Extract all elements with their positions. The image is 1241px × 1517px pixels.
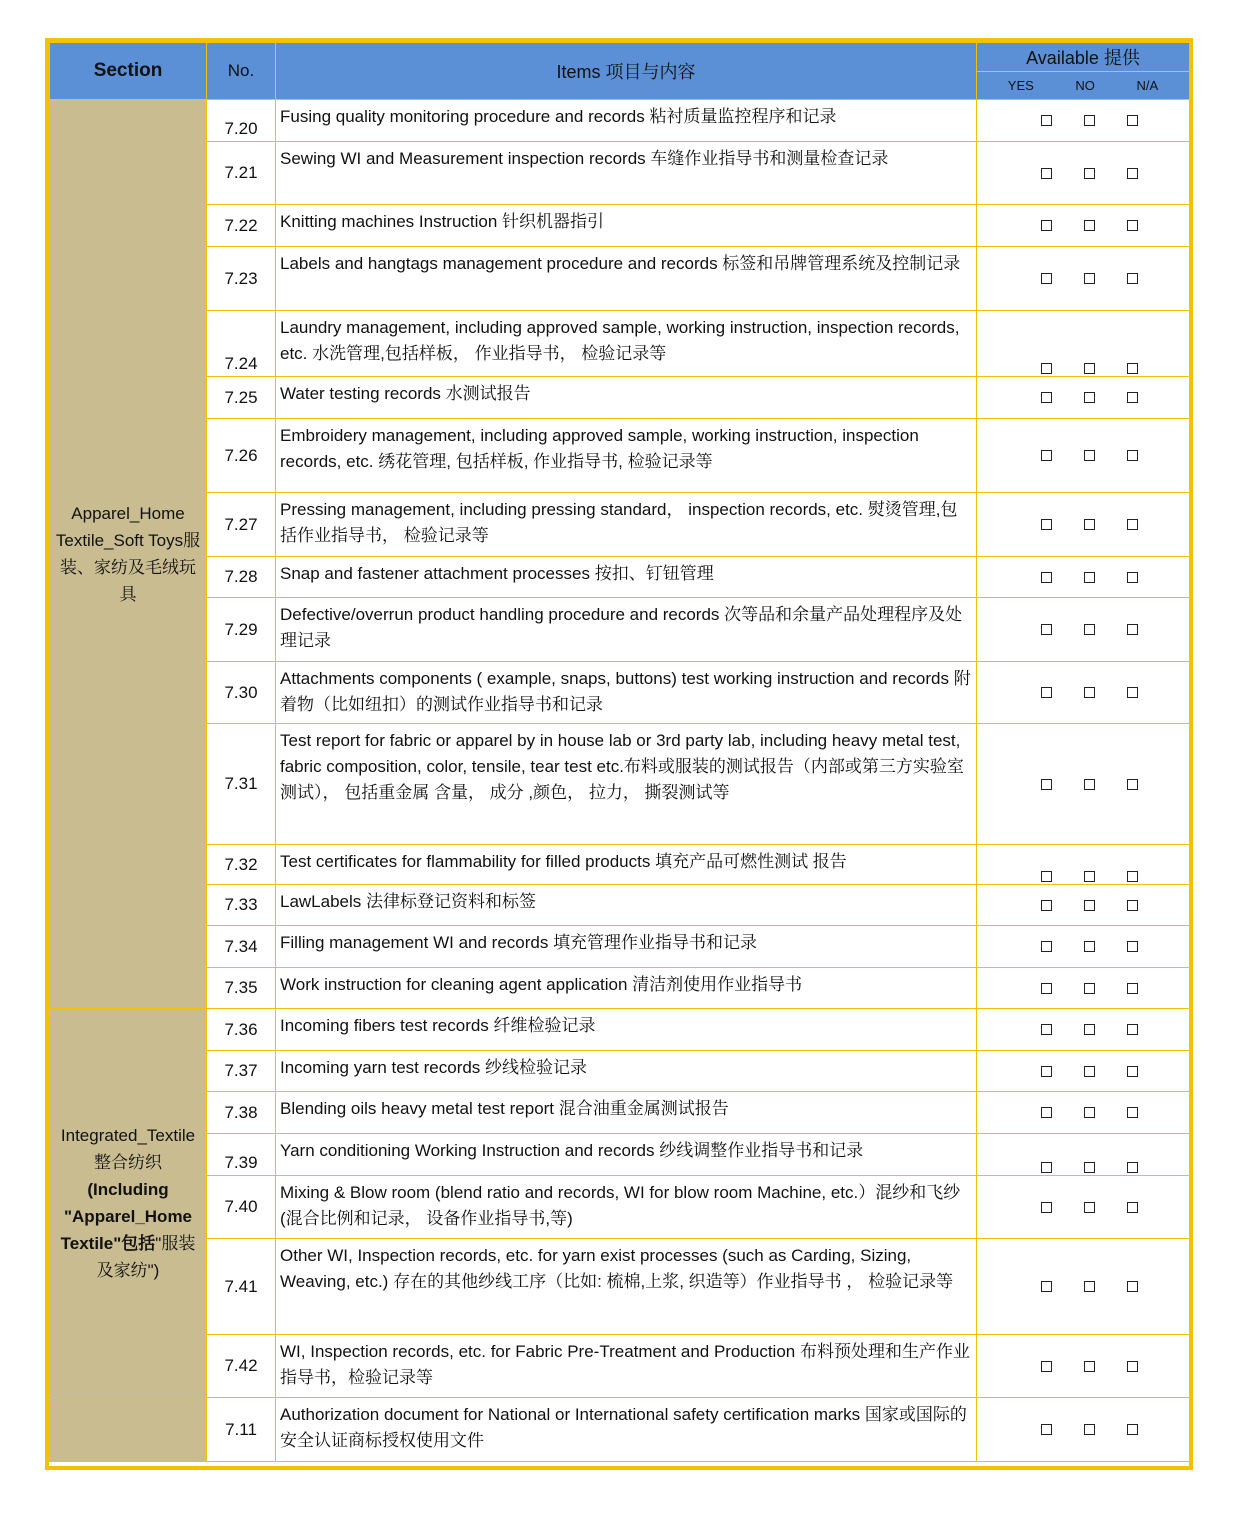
row-number: 7.28 <box>207 557 276 598</box>
row-number: 7.41 <box>207 1239 276 1335</box>
row-options <box>977 311 1190 377</box>
row-options <box>977 598 1190 662</box>
no-checkbox[interactable] <box>1084 115 1095 126</box>
yes-checkbox[interactable] <box>1041 779 1052 790</box>
na-checkbox[interactable] <box>1127 900 1138 911</box>
row-options <box>977 377 1190 419</box>
na-checkbox[interactable] <box>1127 1162 1138 1173</box>
row-number: 7.21 <box>207 142 276 205</box>
row-number: 7.40 <box>207 1176 276 1239</box>
row-number: 7.29 <box>207 598 276 662</box>
row-item: Water testing records 水测试报告 <box>276 377 977 419</box>
row-item: Filling management WI and records 填充管理作业指导书和记录 <box>276 926 977 968</box>
row-number: 7.42 <box>207 1335 276 1398</box>
header-na: N/A <box>1136 77 1159 93</box>
row-number: 7.22 <box>207 205 276 247</box>
no-checkbox[interactable] <box>1084 941 1095 952</box>
na-checkbox[interactable] <box>1127 871 1138 882</box>
no-checkbox[interactable] <box>1084 363 1095 374</box>
yes-checkbox[interactable] <box>1041 450 1052 461</box>
row-number: 7.32 <box>207 845 276 885</box>
row-options <box>977 205 1190 247</box>
row-number: 7.24 <box>207 311 276 377</box>
row-item: Incoming yarn test records 纱线检验记录 <box>276 1051 977 1092</box>
row-item: Knitting machines Instruction 针织机器指引 <box>276 205 977 247</box>
row-options <box>977 100 1190 142</box>
na-checkbox[interactable] <box>1127 220 1138 231</box>
row-options <box>977 142 1190 205</box>
row-item: Defective/overrun product handling procedure and records 次等品和余量产品处理程序及处理记录 <box>276 598 977 662</box>
na-checkbox[interactable] <box>1127 168 1138 179</box>
header-items: Items 项目与内容 <box>276 43 977 100</box>
row-item: Incoming fibers test records 纤维检验记录 <box>276 1009 977 1051</box>
yes-checkbox[interactable] <box>1041 1202 1052 1213</box>
no-checkbox[interactable] <box>1084 871 1095 882</box>
yes-checkbox[interactable] <box>1041 1024 1052 1035</box>
na-checkbox[interactable] <box>1127 1024 1138 1035</box>
row-item: LawLabels 法律标登记资料和标签 <box>276 885 977 926</box>
na-checkbox[interactable] <box>1127 1066 1138 1077</box>
na-checkbox[interactable] <box>1127 115 1138 126</box>
header-no: No. <box>207 43 276 100</box>
row-number: 7.37 <box>207 1051 276 1092</box>
row-options <box>977 968 1190 1009</box>
no-checkbox[interactable] <box>1084 1162 1095 1173</box>
header-yes: YES <box>1007 77 1034 93</box>
row-number: 7.31 <box>207 724 276 845</box>
no-checkbox[interactable] <box>1084 779 1095 790</box>
row-number: 7.26 <box>207 419 276 493</box>
no-checkbox[interactable] <box>1084 983 1095 994</box>
row-number: 7.36 <box>207 1009 276 1051</box>
row-number: 7.33 <box>207 885 276 926</box>
row-item: Yarn conditioning Working Instruction and records 纱线调整作业指导书和记录 <box>276 1134 977 1176</box>
section-integrated-baokuo: 包括 <box>121 1234 156 1253</box>
na-checkbox[interactable] <box>1127 1281 1138 1292</box>
row-number: 7.11 <box>207 1398 276 1462</box>
row-item: Labels and hangtags management procedure and records 标签和吊牌管理系统及控制记录 <box>276 247 977 311</box>
na-checkbox[interactable] <box>1127 983 1138 994</box>
row-number: 7.38 <box>207 1092 276 1134</box>
row-item: Attachments components ( example, snaps, buttons) test working instruction and records 附着物（比如纽扣）的测试作业指导书和记录 <box>276 662 977 724</box>
na-checkbox[interactable] <box>1127 519 1138 530</box>
no-checkbox[interactable] <box>1084 1361 1095 1372</box>
no-checkbox[interactable] <box>1084 1424 1095 1435</box>
yes-checkbox[interactable] <box>1041 519 1052 530</box>
yes-checkbox[interactable] <box>1041 900 1052 911</box>
row-options <box>977 662 1190 724</box>
yes-checkbox[interactable] <box>1041 363 1052 374</box>
row-options <box>977 493 1190 557</box>
section-empty <box>50 1398 207 1462</box>
checklist-table <box>49 42 1190 1462</box>
row-item: Test report for fabric or apparel by in house lab or 3rd party lab, including heavy metal test, fabric composition, color, tensile, tear test etc.布料或服装的测试报告（内部或第三方实验室测试）， 包括重金属 含量， 成分 ,颜色， 拉力， 撕裂测试等 <box>276 724 977 845</box>
na-checkbox[interactable] <box>1127 687 1138 698</box>
no-checkbox[interactable] <box>1084 1202 1095 1213</box>
yes-checkbox[interactable] <box>1041 983 1052 994</box>
row-options <box>977 926 1190 968</box>
na-checkbox[interactable] <box>1127 1202 1138 1213</box>
section-integrated-textile <box>50 1009 207 1398</box>
yes-checkbox[interactable] <box>1041 941 1052 952</box>
row-options <box>977 885 1190 926</box>
yes-checkbox[interactable] <box>1041 1107 1052 1118</box>
row-item: Sewing WI and Measurement inspection records 车缝作业指导书和测量检查记录 <box>276 142 977 205</box>
header-section: Section <box>50 43 207 100</box>
na-checkbox[interactable] <box>1127 1424 1138 1435</box>
no-checkbox[interactable] <box>1084 1066 1095 1077</box>
row-options <box>977 419 1190 493</box>
yes-checkbox[interactable] <box>1041 1424 1052 1435</box>
na-checkbox[interactable] <box>1127 273 1138 284</box>
na-checkbox[interactable] <box>1127 572 1138 583</box>
row-number: 7.39 <box>207 1134 276 1176</box>
yes-checkbox[interactable] <box>1041 687 1052 698</box>
row-options <box>977 1051 1190 1092</box>
row-number: 7.35 <box>207 968 276 1009</box>
no-checkbox[interactable] <box>1084 392 1095 403</box>
yes-checkbox[interactable] <box>1041 624 1052 635</box>
no-checkbox[interactable] <box>1084 220 1095 231</box>
na-checkbox[interactable] <box>1127 450 1138 461</box>
checklist-table-frame <box>45 38 1193 1470</box>
row-item: Other WI, Inspection records, etc. for yarn exist processes (such as Carding, Sizing, Weaving, etc.) 存在的其他纱线工序（比如: 梳棉,上浆, 织造等）作业指导书 ， 检验记录等 <box>276 1239 977 1335</box>
row-number: 7.34 <box>207 926 276 968</box>
na-checkbox[interactable] <box>1127 624 1138 635</box>
na-checkbox[interactable] <box>1127 1361 1138 1372</box>
row-number: 7.27 <box>207 493 276 557</box>
row-item: Fusing quality monitoring procedure and records 粘衬质量监控程序和记录 <box>276 100 977 142</box>
row-options <box>977 1335 1190 1398</box>
no-checkbox[interactable] <box>1084 273 1095 284</box>
no-checkbox[interactable] <box>1084 900 1095 911</box>
na-checkbox[interactable] <box>1127 779 1138 790</box>
row-options <box>977 1176 1190 1239</box>
no-checkbox[interactable] <box>1084 168 1095 179</box>
no-checkbox[interactable] <box>1084 687 1095 698</box>
row-options <box>977 1398 1190 1462</box>
yes-checkbox[interactable] <box>1041 572 1052 583</box>
row-item: Embroidery management, including approved sample, working instruction, inspection records, etc. 绣花管理, 包括样板, 作业指导书, 检验记录等 <box>276 419 977 493</box>
row-item: Snap and fastener attachment processes 按扣、钉钮管理 <box>276 557 977 598</box>
no-checkbox[interactable] <box>1084 1107 1095 1118</box>
row-options <box>977 845 1190 885</box>
no-checkbox[interactable] <box>1084 624 1095 635</box>
yes-checkbox[interactable] <box>1041 273 1052 284</box>
section-apparel: Apparel_Home Textile_Soft Toys服装、家纺及毛绒玩具 <box>50 100 207 1009</box>
yes-checkbox[interactable] <box>1041 168 1052 179</box>
row-options <box>977 724 1190 845</box>
row-item: Laundry management, including approved sample, working instruction, inspection records, etc. 水洗管理,包括样板， 作业指导书， 检验记录等 <box>276 311 977 377</box>
row-item: Authorization document for National or International safety certification marks 国家或国际的安全认证商标授权使用文件 <box>276 1398 977 1462</box>
row-item: Pressing management, including pressing standard， inspection records, etc. 熨烫管理,包括作业指导书， 检验记录等 <box>276 493 977 557</box>
row-options <box>977 1009 1190 1051</box>
yes-checkbox[interactable] <box>1041 1162 1052 1173</box>
yes-checkbox[interactable] <box>1041 871 1052 882</box>
no-checkbox[interactable] <box>1084 519 1095 530</box>
na-checkbox[interactable] <box>1127 941 1138 952</box>
yes-checkbox[interactable] <box>1041 392 1052 403</box>
no-checkbox[interactable] <box>1084 1024 1095 1035</box>
row-options <box>977 1134 1190 1176</box>
yes-checkbox[interactable] <box>1041 115 1052 126</box>
header-no-option: NO <box>1075 77 1095 93</box>
row-number: 7.30 <box>207 662 276 724</box>
na-checkbox[interactable] <box>1127 1107 1138 1118</box>
row-options <box>977 247 1190 311</box>
row-options <box>977 1239 1190 1335</box>
na-checkbox[interactable] <box>1127 392 1138 403</box>
header-available: Available 提供 <box>977 43 1190 72</box>
yes-checkbox[interactable] <box>1041 1066 1052 1077</box>
section-integrated-title: Integrated_Textile 整合纺织 <box>60 1126 196 1172</box>
row-item: Work instruction for cleaning agent application 清洁剂使用作业指导书 <box>276 968 977 1009</box>
row-options <box>977 557 1190 598</box>
no-checkbox[interactable] <box>1084 450 1095 461</box>
row-number: 7.25 <box>207 377 276 419</box>
row-options <box>977 1092 1190 1134</box>
row-number: 7.20 <box>207 100 276 142</box>
header-options <box>977 71 1190 100</box>
section-integrated-tail: "服装及家纺") <box>96 1234 196 1280</box>
no-checkbox[interactable] <box>1084 572 1095 583</box>
row-item: Blending oils heavy metal test report 混合油重金属测试报告 <box>276 1092 977 1134</box>
yes-checkbox[interactable] <box>1041 1281 1052 1292</box>
row-item: WI, Inspection records, etc. for Fabric Pre-Treatment and Production 布料预处理和生产作业指导书，检验记录等 <box>276 1335 977 1398</box>
yes-checkbox[interactable] <box>1041 220 1052 231</box>
section-integrated-including: (Including "Apparel_Home Textile" <box>60 1180 193 1253</box>
na-checkbox[interactable] <box>1127 363 1138 374</box>
yes-checkbox[interactable] <box>1041 1361 1052 1372</box>
row-item: Test certificates for flammability for filled products 填充产品可燃性测试 报告 <box>276 845 977 885</box>
row-number: 7.23 <box>207 247 276 311</box>
row-item: Mixing & Blow room (blend ratio and records, WI for blow room Machine, etc.）混纱和飞纱(混合比例和记录， 设备作业指导书,等) <box>276 1176 977 1239</box>
no-checkbox[interactable] <box>1084 1281 1095 1292</box>
